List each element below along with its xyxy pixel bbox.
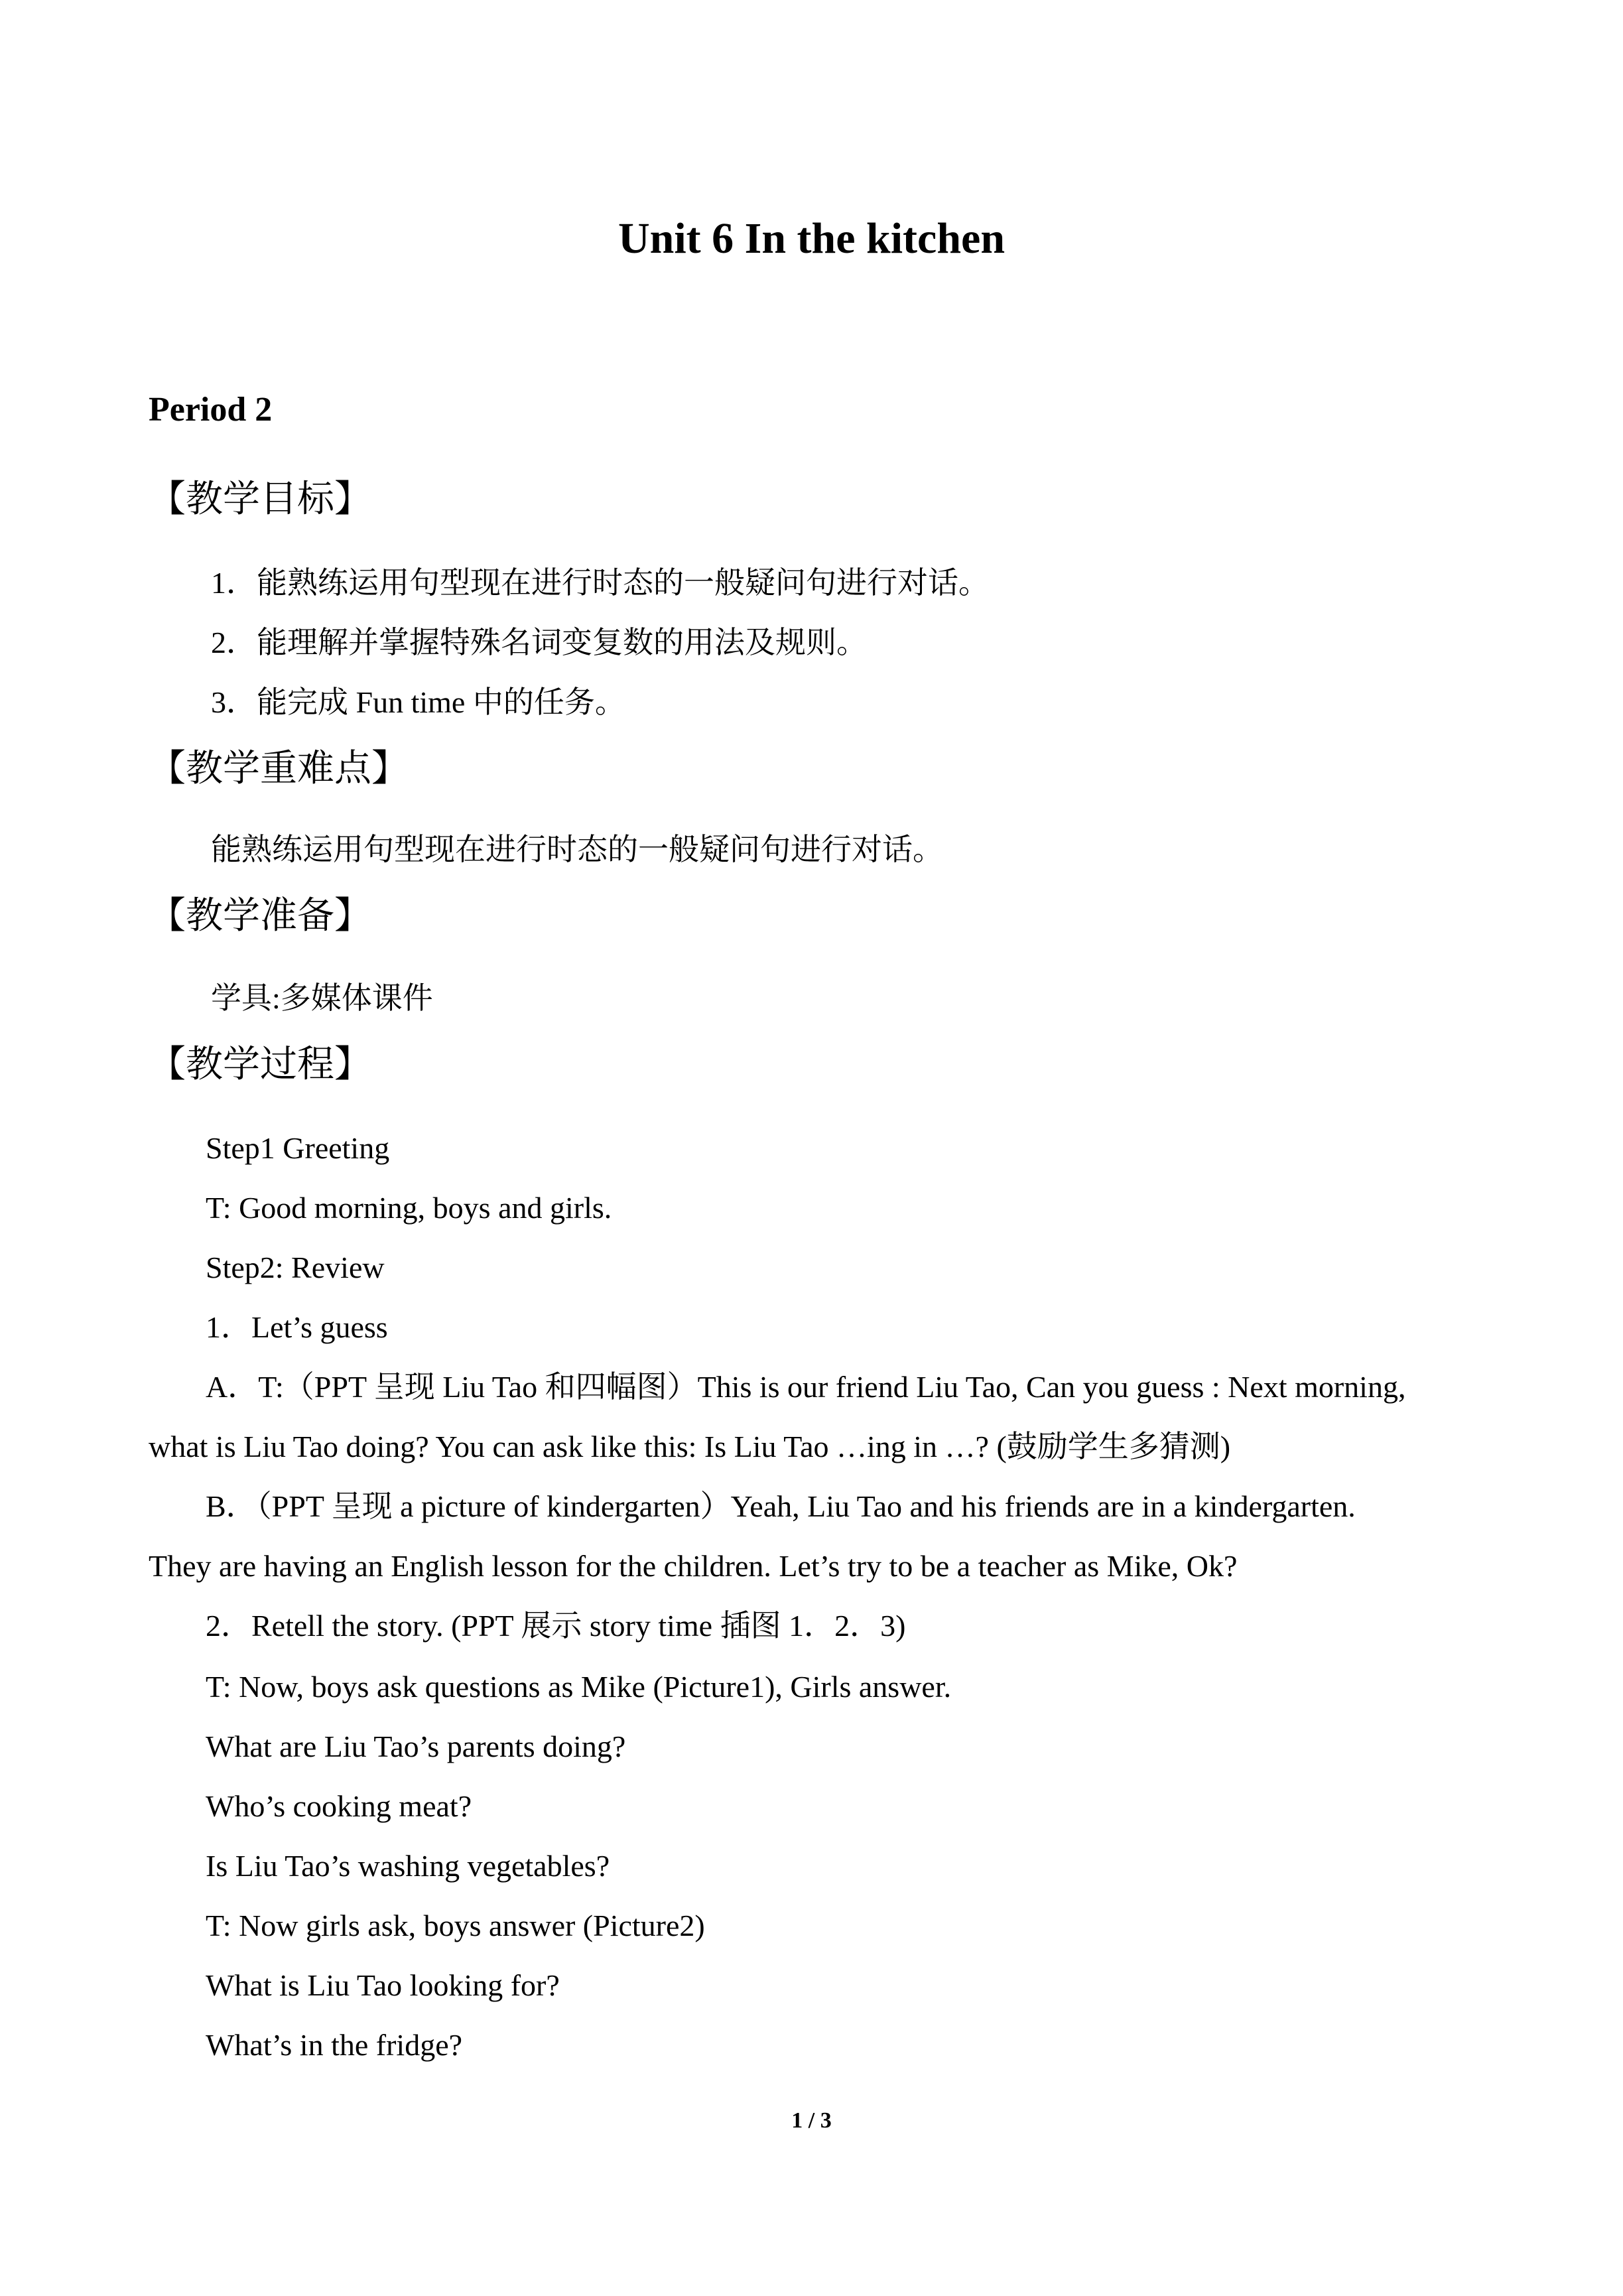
process-question-3: Is Liu Tao’s washing vegetables? [206, 1849, 610, 1883]
process-teacher-boys: T: Now, boys ask questions as Mike (Picture1), Girls answer. [206, 1670, 952, 1704]
process-item2: 2．Retell the story. (PPT 展示 story time 插图 1．2．3) [206, 1609, 906, 1643]
process-step1: Step1 Greeting [206, 1131, 390, 1165]
key-points-heading: 【教学重难点】 [149, 748, 409, 789]
process-question-1: What are Liu Tao’s parents doing? [206, 1729, 626, 1763]
document-title: Unit 6 In the kitchen [617, 214, 1006, 263]
process-a-line2: what is Liu Tao doing? You can ask like this: Is Liu Tao …ing in …? (鼓励学生多猜测) [149, 1430, 1231, 1463]
page-number: 1 / 3 [791, 2108, 832, 2133]
process-step1-teacher: T: Good morning, boys and girls. [206, 1191, 612, 1225]
process-b-line1: B．（PPT 呈现 a picture of kindergarten）Yeah, Liu Tao and his friends are in a kindergarten. [206, 1489, 1356, 1523]
process-b-line2: They are having an English lesson for the children. Let’s try to be a teacher as Mike, Ok? [149, 1549, 1238, 1583]
period-label: Period 2 [149, 391, 273, 429]
preparation-text: 学具:多媒体课件 [211, 981, 433, 1015]
process-question-5: What’s in the fridge? [206, 2028, 463, 2062]
process-step2: Step2: Review [206, 1250, 385, 1284]
process-item1: 1．Let’s guess [206, 1310, 388, 1344]
process-teacher-girls: T: Now girls ask, boys answer (Picture2) [206, 1909, 705, 1942]
preparation-heading: 【教学准备】 [149, 896, 371, 937]
objective-item-3: 3．能完成 Fun time 中的任务。 [211, 685, 625, 719]
process-a-line1: A．T:（PPT 呈现 Liu Tao 和四幅图）This is our friend Liu Tao, Can you guess : Next morning, [206, 1370, 1406, 1404]
objectives-heading: 【教学目标】 [149, 479, 371, 520]
process-question-4: What is Liu Tao looking for? [206, 1968, 560, 2002]
process-heading: 【教学过程】 [149, 1044, 371, 1085]
objective-item-2: 2．能理解并掌握特殊名词变复数的用法及规则。 [211, 626, 867, 659]
objective-item-1: 1．能熟练运用句型现在进行时态的一般疑问句进行对话。 [211, 566, 989, 600]
key-points-text: 能熟练运用句型现在进行时态的一般疑问句进行对话。 [211, 833, 943, 866]
process-question-2: Who’s cooking meat? [206, 1789, 472, 1823]
